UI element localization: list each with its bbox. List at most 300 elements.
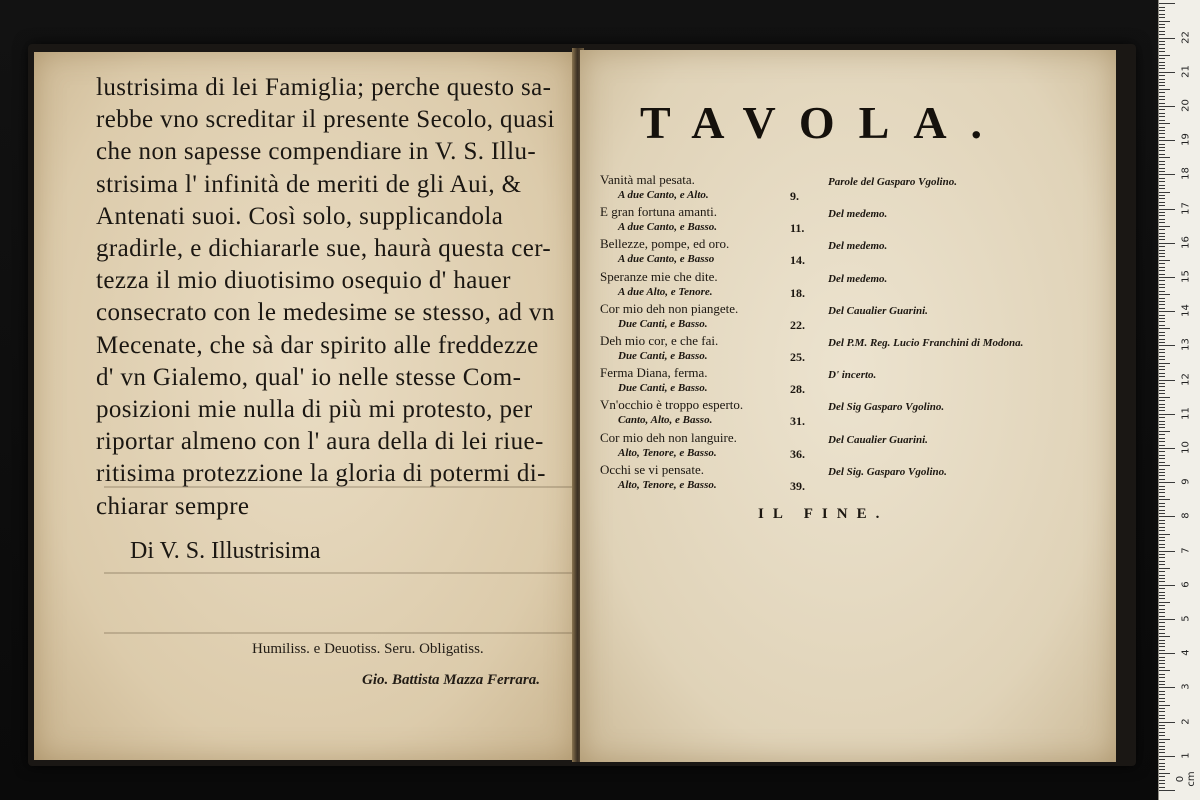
toc-entry: [600, 430, 1040, 462]
ruler-tick: [1159, 58, 1165, 59]
ruler-tick: [1159, 96, 1165, 97]
page-number: 9.: [790, 189, 799, 203]
ruler-tick: [1159, 352, 1165, 353]
ruler-tick: [1159, 14, 1165, 15]
lyric-author: Del Sig Gasparo Vgolino.: [828, 401, 945, 414]
ruler-tick: [1159, 701, 1165, 702]
ruler-tick: [1159, 137, 1165, 138]
ruler-tick: [1159, 311, 1175, 312]
closing-salutation: Di V. S. Illustrisima: [130, 538, 321, 564]
lyric-author: Del P.M. Reg. Lucio Franchini di Modona.: [828, 337, 1024, 349]
voice-parts: A due Canto, e Basso.: [618, 221, 718, 234]
ruler-tick: [1159, 404, 1165, 405]
ruler-tick: [1159, 400, 1165, 401]
ruler-tick: [1159, 732, 1165, 733]
ruler-tick: [1159, 595, 1165, 596]
voice-parts: Alto, Tenore, e Basso.: [618, 446, 717, 459]
ruler-tick: [1159, 636, 1170, 637]
ruler-tick: [1159, 51, 1165, 52]
ruler-tick: [1159, 363, 1170, 364]
ruler-tick: [1159, 499, 1170, 500]
toc-entry: [600, 269, 1040, 301]
ruler-tick: [1159, 3, 1175, 4]
ruler-tick: [1159, 410, 1165, 411]
lyric-author: Del Caualier Guarini.: [828, 304, 928, 317]
ruler-tick: [1159, 236, 1165, 237]
ruler-tick: [1159, 157, 1170, 158]
ruler-tick: [1159, 513, 1165, 514]
ruler-tick: [1159, 619, 1175, 620]
ruler-tick: [1159, 787, 1165, 788]
page-number: 28.: [790, 382, 805, 397]
ruler-tick: [1159, 219, 1165, 220]
ruler-tick: [1159, 766, 1165, 767]
ruler-tick: [1159, 298, 1165, 299]
ruler-tick: [1159, 523, 1165, 524]
ruler-tick: [1159, 174, 1175, 175]
ruler-number: 8: [1180, 512, 1192, 520]
ruler-tick: [1159, 130, 1165, 131]
ruler-tick: [1159, 626, 1165, 627]
ruler-number: 17: [1180, 201, 1192, 215]
ruler-tick: [1159, 455, 1165, 456]
ruler-tick: [1159, 226, 1170, 227]
ruler-tick: [1159, 164, 1165, 165]
toc-entry: [600, 397, 1040, 429]
ruler-tick: [1159, 349, 1165, 350]
lyric-author: Parole del Gasparo Vgolino.: [828, 176, 957, 188]
ruler-tick: [1159, 557, 1165, 558]
dedication-line: consecrato con le medesime se stesso, ad vn: [96, 299, 555, 327]
song-title: Vanità mal pesata.: [600, 172, 695, 187]
ruler-tick: [1159, 34, 1165, 35]
ruler-tick: [1159, 260, 1170, 261]
ruler-number: 14: [1180, 304, 1192, 318]
ruler-tick: [1159, 482, 1175, 483]
ruler-tick: [1159, 277, 1175, 278]
ruler-tick: [1159, 564, 1165, 565]
ruler-tick: [1159, 178, 1165, 179]
voice-parts: Due Canti, e Basso.: [618, 317, 708, 330]
ruler-tick: [1159, 373, 1165, 374]
ruler-tick: [1159, 72, 1175, 73]
song-title: Ferma Diana, ferma.: [600, 365, 708, 381]
dedication-line: chiarar sempre: [96, 492, 250, 520]
ruler-number: 13: [1180, 338, 1192, 352]
ruler-tick: [1159, 308, 1165, 309]
ruler-tick: [1159, 486, 1165, 487]
ruler-tick: [1159, 284, 1165, 285]
ruler-tick: [1159, 233, 1165, 234]
ruler-tick: [1159, 462, 1165, 463]
ruler-tick: [1159, 229, 1165, 230]
page-number: 25.: [790, 350, 805, 364]
ruler-tick: [1159, 55, 1170, 56]
ruler-tick: [1159, 534, 1170, 535]
ruler-tick: [1159, 168, 1165, 169]
ruler-tick: [1159, 708, 1165, 709]
ruler-tick: [1159, 171, 1165, 172]
ruler-tick: [1159, 335, 1165, 336]
ruler-tick: [1159, 540, 1165, 541]
ruler-tick: [1159, 99, 1165, 100]
measurement-ruler: [1158, 0, 1200, 800]
signature: Gio. Battista Mazza Ferrara.: [362, 672, 540, 688]
ruler-tick: [1159, 629, 1165, 630]
song-title: Deh mio cor, e che fai.: [600, 333, 719, 348]
ruler-tick: [1159, 725, 1165, 726]
ruler-tick: [1159, 537, 1165, 538]
ruler-tick: [1159, 82, 1165, 83]
ruler-tick: [1159, 38, 1175, 39]
ruler-tick: [1159, 585, 1175, 586]
ruler-tick: [1159, 147, 1165, 148]
ruler-tick: [1159, 718, 1165, 719]
ruler-tick: [1159, 568, 1170, 569]
ruler-tick: [1159, 551, 1175, 552]
song-title: Cor mio deh non languire.: [600, 429, 737, 445]
ruler-tick: [1159, 7, 1165, 8]
ruler-tick: [1159, 188, 1165, 189]
ruler-tick: [1159, 10, 1165, 11]
ruler-tick: [1159, 434, 1165, 435]
ruler-tick: [1159, 44, 1165, 45]
ruler-tick: [1159, 780, 1165, 781]
ruler-tick: [1159, 380, 1175, 381]
ruler-tick: [1159, 451, 1165, 452]
ruler-tick: [1159, 581, 1165, 582]
ruler-number: 9: [1180, 478, 1192, 485]
ruler-tick: [1159, 144, 1165, 145]
ruler-tick: [1159, 554, 1165, 555]
ruler-tick: [1159, 321, 1165, 322]
ruler-tick: [1159, 92, 1165, 93]
ruler-tick: [1159, 769, 1165, 770]
dedication-line: che non sapesse compendiare in V. S. Illu-: [96, 138, 537, 166]
ruler-tick: [1159, 41, 1165, 42]
ruler-tick: [1159, 722, 1175, 723]
voice-parts: Due Canti, e Basso.: [618, 350, 708, 362]
ruler-tick: [1159, 386, 1165, 387]
ruler-tick: [1159, 427, 1165, 428]
ruler-tick: [1159, 263, 1165, 264]
dedication-line: tezza il mio diuotisimo osequio d' hauer: [96, 267, 511, 295]
ruler-tick: [1159, 598, 1165, 599]
ruler-tick: [1159, 318, 1165, 319]
ruler-tick: [1159, 250, 1165, 251]
ruler-tick: [1159, 287, 1165, 288]
ruler-tick: [1159, 103, 1165, 104]
lyric-author: Del Sig. Gasparo Vgolino.: [828, 465, 947, 478]
voice-parts: A due Alto, e Tenore.: [618, 285, 713, 298]
toc-entry: [600, 462, 1040, 494]
ruler-tick: [1159, 640, 1165, 641]
ruler-tick: [1159, 667, 1165, 668]
ruler-tick: [1159, 441, 1165, 442]
ruler-number: 3: [1180, 683, 1192, 691]
lyric-author: Del medemo.: [828, 208, 888, 221]
toc-entry: [600, 172, 1040, 204]
ruler-tick: [1159, 267, 1165, 268]
dedication-line: posizioni mie nulla di più mi protesto, per: [96, 396, 533, 423]
dedication-line: Antenati suoi. Così solo, supplicandola: [96, 202, 504, 230]
ruler-number: 19: [1180, 133, 1192, 147]
humble-servant-line: Humiliss. e Deuotiss. Seru. Obligatiss.: [252, 641, 484, 657]
ruler-number: 12: [1180, 372, 1192, 386]
ruler-tick: [1159, 198, 1165, 199]
ruler-tick: [1159, 776, 1165, 777]
ruler-tick: [1159, 684, 1165, 685]
toc-entry: [600, 301, 1040, 333]
ruler-tick: [1159, 506, 1165, 507]
ruler-number: 22: [1180, 30, 1192, 44]
toc-entry: [600, 365, 1040, 397]
ruler-tick: [1159, 472, 1165, 473]
ruler-tick: [1159, 657, 1165, 658]
ruler-tick: [1159, 469, 1165, 470]
ruler-tick: [1159, 705, 1170, 706]
ruler-tick: [1159, 205, 1165, 206]
ruler-tick: [1159, 547, 1165, 548]
ruler-tick: [1159, 605, 1165, 606]
ruler-number: 18: [1180, 167, 1192, 181]
ruler-number: 4: [1180, 649, 1192, 656]
ruler-tick: [1159, 195, 1165, 196]
ruler-tick: [1159, 749, 1165, 750]
ruler-tick: [1159, 123, 1170, 124]
ruler-tick: [1159, 496, 1165, 497]
ruler-tick: [1159, 575, 1165, 576]
ruler-tick: [1159, 516, 1175, 517]
ruler-tick: [1159, 698, 1165, 699]
ruler-tick: [1159, 763, 1165, 764]
ruler-tick: [1159, 479, 1165, 480]
ruler-tick: [1159, 215, 1165, 216]
ruler-tick: [1159, 133, 1165, 134]
ruler-tick: [1159, 578, 1165, 579]
page-number: 36.: [790, 446, 805, 461]
ruler-number: 16: [1180, 235, 1192, 249]
ruler-tick: [1159, 510, 1165, 511]
ruler-tick: [1159, 670, 1170, 671]
ruler-tick: [1159, 339, 1165, 340]
ruler-tick: [1159, 243, 1175, 244]
ruler-number: 10: [1180, 441, 1192, 454]
ruler-tick: [1159, 383, 1165, 384]
ruler-tick: [1159, 75, 1165, 76]
ruler-tick: [1159, 561, 1165, 562]
ruler-tick: [1159, 332, 1165, 333]
ruler-tick: [1159, 681, 1165, 682]
ruler-tick: [1159, 192, 1170, 193]
ruler-tick: [1159, 438, 1165, 439]
ruler-tick: [1159, 759, 1165, 760]
lyric-author: Del medemo.: [828, 272, 888, 285]
ruler-tick: [1159, 530, 1165, 531]
ruler-tick: [1159, 653, 1175, 654]
ruler-tick: [1159, 390, 1165, 391]
ruler-tick: [1159, 421, 1165, 422]
ruler-tick: [1159, 735, 1165, 736]
ruler-tick: [1159, 185, 1165, 186]
ruler-tick: [1159, 687, 1175, 688]
ruler-tick: [1159, 369, 1165, 370]
ruler-tick: [1159, 150, 1165, 151]
ruler-number: 7: [1180, 546, 1192, 554]
page-number: 11.: [790, 221, 805, 236]
ruler-unit-label: 0 cm: [1175, 771, 1197, 787]
dedication-line: d' vn Gialemo, qual' io nelle stesse Com-: [96, 363, 522, 391]
ruler-tick: [1159, 417, 1165, 418]
page-number: 18.: [790, 285, 805, 300]
ruler-tick: [1159, 393, 1165, 394]
ruler-tick: [1159, 694, 1165, 695]
ruler-tick: [1159, 140, 1175, 141]
ruler-tick: [1159, 448, 1175, 449]
ruler-tick: [1159, 62, 1165, 63]
ruler-tick: [1159, 752, 1165, 753]
ruler-tick: [1159, 359, 1165, 360]
toc-entry: [600, 204, 1040, 236]
ruler-tick: [1159, 342, 1165, 343]
lyric-author: Del Caualier Guarini.: [828, 433, 928, 446]
ruler-tick: [1159, 643, 1165, 644]
ruler-tick: [1159, 711, 1165, 712]
ruler-tick: [1159, 431, 1170, 432]
ruler-tick: [1159, 746, 1165, 747]
ruler-tick: [1159, 728, 1165, 729]
dedication-line: strisima l' infinità de meriti de gli Aui, &: [96, 170, 522, 198]
ruler-number: 6: [1180, 581, 1192, 588]
ruler-tick: [1159, 424, 1165, 425]
ruler-tick: [1159, 274, 1165, 275]
lyric-author: D' incerto.: [828, 369, 877, 382]
ruler-tick: [1159, 445, 1165, 446]
dedication-line: lustrisima di lei Famiglia; perche questo sa-: [96, 74, 552, 101]
ruler-tick: [1159, 646, 1165, 647]
ruler-tick: [1159, 17, 1165, 18]
ruler-tick: [1159, 650, 1165, 651]
ruler-tick: [1159, 376, 1165, 377]
table-title: TAVOLA.: [640, 97, 1007, 148]
ruler-tick: [1159, 465, 1170, 466]
ruler-tick: [1159, 161, 1165, 162]
ruler-tick: [1159, 489, 1165, 490]
ruler-tick: [1159, 294, 1170, 295]
ruler-tick: [1159, 674, 1165, 675]
ruler-tick: [1159, 325, 1165, 326]
ruler-tick: [1159, 475, 1165, 476]
ruler-tick: [1159, 622, 1165, 623]
ruler-tick: [1159, 663, 1165, 664]
ruler-tick: [1159, 571, 1165, 572]
voice-parts: Due Canti, e Basso.: [618, 382, 708, 395]
dedication-line: Mecenate, che sà dar spirito alle freddezze: [96, 331, 539, 359]
ruler-tick: [1159, 616, 1165, 617]
ruler-tick: [1159, 612, 1165, 613]
ruler-tick: [1159, 397, 1170, 398]
ruler-tick: [1159, 783, 1165, 784]
ruler-tick: [1159, 154, 1165, 155]
ruler-tick: [1159, 109, 1165, 110]
ruler-number: 21: [1180, 64, 1192, 78]
ruler-tick: [1159, 202, 1165, 203]
page-number: 22.: [790, 317, 805, 332]
lyric-author: Del medemo.: [828, 240, 888, 253]
ruler-tick: [1159, 407, 1165, 408]
ruler-tick: [1159, 458, 1165, 459]
ruler-tick: [1159, 79, 1165, 80]
ruler-number: 1: [1180, 752, 1192, 759]
the-end-label: IL FINE.: [758, 506, 889, 522]
ruler-number: 2: [1180, 717, 1192, 725]
page-number: 14.: [790, 253, 805, 268]
ruler-tick: [1159, 328, 1170, 329]
ruler-tick: [1159, 660, 1165, 661]
ruler-number: 5: [1180, 615, 1192, 622]
dedication-line: gradirle, e dichiararle sue, haurà questa cer-: [96, 235, 552, 262]
page-number: 31.: [790, 414, 805, 429]
voice-parts: A due Canto, e Alto.: [618, 189, 709, 201]
ruler-tick: [1159, 280, 1165, 281]
ruler-tick: [1159, 773, 1170, 774]
ruler-number: 11: [1180, 406, 1192, 420]
dedication-line: ritisima protezzione la gloria di potermi di-: [96, 460, 546, 488]
ruler-tick: [1159, 414, 1175, 415]
ruler-tick: [1159, 592, 1165, 593]
ruler-tick: [1159, 21, 1170, 22]
ruler-tick: [1159, 715, 1165, 716]
ruler-tick: [1159, 691, 1165, 692]
page-number: 39.: [790, 478, 805, 493]
ruler-tick: [1159, 503, 1165, 504]
show-through: [104, 572, 576, 574]
ruler-tick: [1159, 256, 1165, 257]
ruler-tick: [1159, 356, 1165, 357]
ruler-tick: [1159, 68, 1165, 69]
ruler-number: 15: [1180, 270, 1192, 283]
ruler-tick: [1159, 291, 1165, 292]
song-title: Bellezze, pompe, ed oro.: [600, 236, 730, 252]
ruler-tick: [1159, 48, 1165, 49]
toc-entry: [600, 236, 1040, 268]
ruler-tick: [1159, 742, 1165, 743]
ruler-tick: [1159, 85, 1165, 86]
ruler-tick: [1159, 345, 1175, 346]
ruler-tick: [1159, 270, 1165, 271]
ruler-tick: [1159, 212, 1165, 213]
ruler-tick: [1159, 301, 1165, 302]
ruler-tick: [1159, 492, 1165, 493]
ruler-tick: [1159, 222, 1165, 223]
ruler-tick: [1159, 527, 1165, 528]
ruler-tick: [1159, 602, 1170, 603]
ruler-tick: [1159, 209, 1175, 210]
voice-parts: Canto, Alto, e Basso.: [618, 414, 713, 427]
ruler-tick: [1159, 588, 1165, 589]
ruler-tick: [1159, 739, 1170, 740]
dedication-line: rebbe vno screditar il presente Secolo, quasi: [96, 106, 555, 134]
ruler-tick: [1159, 790, 1175, 791]
ruler-tick: [1159, 239, 1165, 240]
ruler-tick: [1159, 24, 1165, 25]
song-title: Occhi se vi pensate.: [600, 461, 704, 477]
ruler-tick: [1159, 113, 1165, 114]
ruler-tick: [1159, 609, 1165, 610]
song-title: Vn'occhio è troppo esperto.: [600, 397, 744, 413]
ruler-tick: [1159, 633, 1165, 634]
ruler-tick: [1159, 116, 1165, 117]
